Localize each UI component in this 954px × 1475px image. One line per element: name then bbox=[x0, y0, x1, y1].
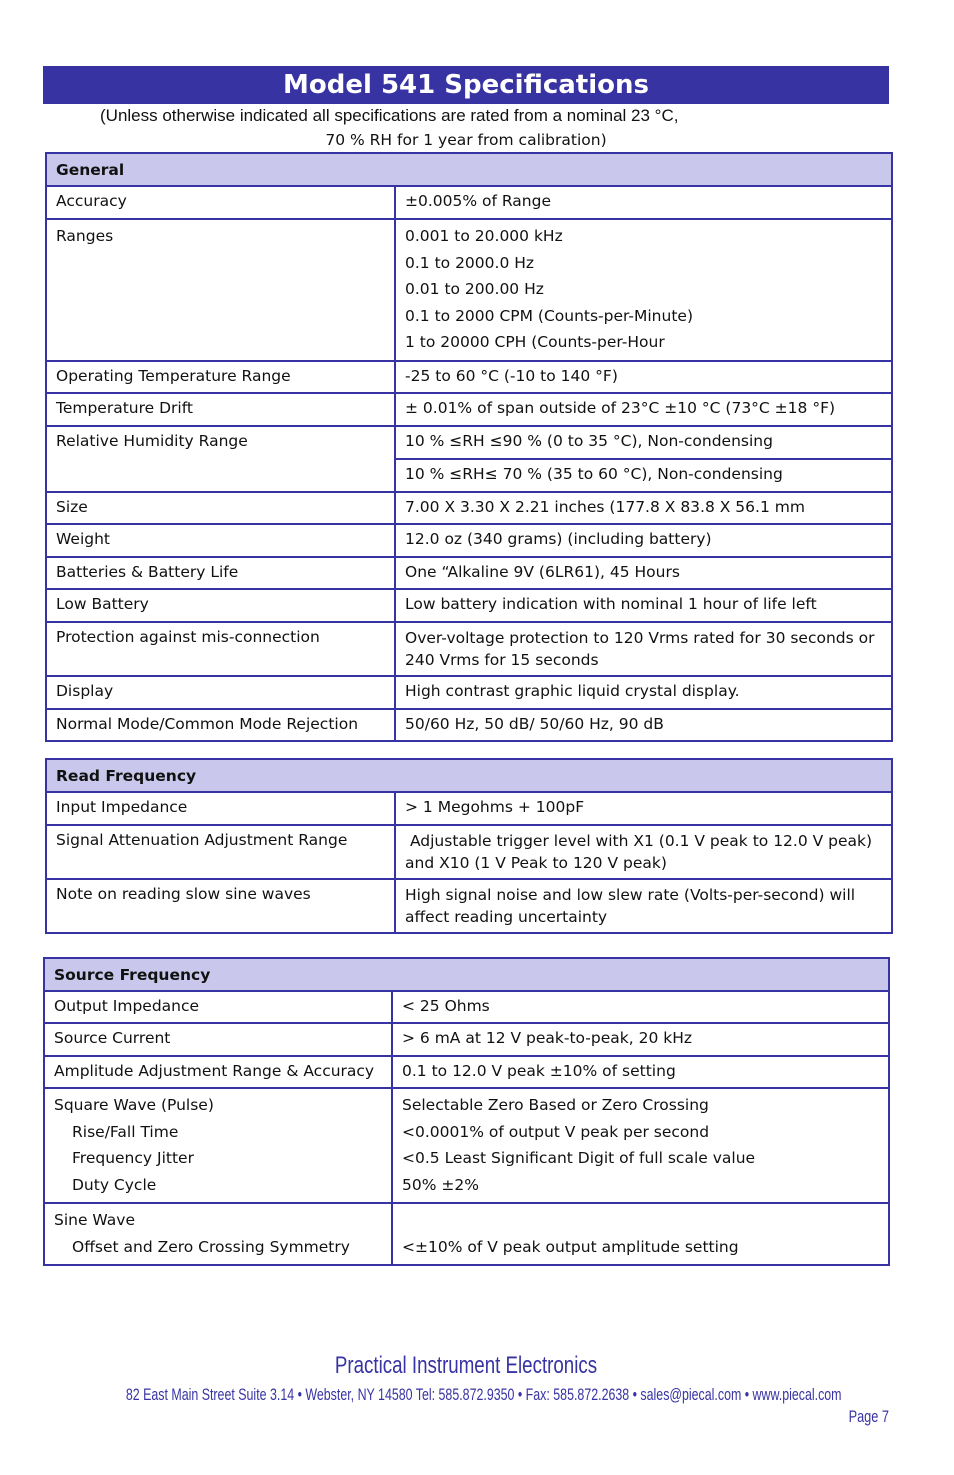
section-header-general: General bbox=[46, 153, 892, 186]
spec-label: Low Battery bbox=[46, 589, 395, 622]
table-row bbox=[46, 492, 892, 524]
spec-value: Adjustable trigger level with X1 (0.1 V peak to 12.0 V peak) and X10 (1 V Peak to 120 V peak) bbox=[395, 825, 892, 879]
table-row bbox=[46, 589, 892, 622]
table-row bbox=[46, 622, 892, 676]
spec-label: Relative Humidity Range bbox=[46, 426, 395, 492]
spec-label: Normal Mode/Common Mode Rejection bbox=[46, 709, 395, 741]
spec-label: Source Current bbox=[44, 1023, 392, 1056]
spec-label: Size bbox=[46, 492, 395, 524]
spec-value: 0.1 to 12.0 V peak ±10% of setting bbox=[392, 1056, 889, 1088]
table-row bbox=[44, 1203, 889, 1265]
table-row bbox=[46, 557, 892, 589]
general-spec-table bbox=[45, 152, 893, 742]
spec-label: Temperature Drift bbox=[46, 393, 395, 426]
spec-value: < 25 Ohms bbox=[392, 991, 889, 1023]
spec-label: Note on reading slow sine waves bbox=[46, 879, 395, 933]
spec-label: Protection against mis-connection bbox=[46, 622, 395, 676]
table-row bbox=[46, 792, 892, 825]
spec-label: Ranges bbox=[46, 219, 395, 361]
spec-label: Operating Temperature Range bbox=[46, 361, 395, 393]
spec-label: Display bbox=[46, 676, 395, 709]
spec-value: One “Alkaline 9V (6LR61), 45 Hours bbox=[395, 557, 892, 589]
spec-value-list bbox=[395, 219, 892, 361]
source-frequency-spec-table bbox=[43, 957, 890, 1266]
table-row bbox=[44, 1056, 889, 1088]
spec-label: Offset and Zero Crossing Symmetry bbox=[72, 1237, 350, 1256]
table-row bbox=[44, 1023, 889, 1056]
spec-value: High signal noise and low slew rate (Volts-per-second) will affect reading uncertainty bbox=[395, 879, 892, 933]
spec-value-group bbox=[392, 1088, 889, 1203]
table-row bbox=[46, 186, 892, 219]
range-item: 0.01 to 200.00 Hz bbox=[405, 280, 544, 298]
table-row bbox=[46, 426, 892, 459]
spec-value-group bbox=[392, 1203, 889, 1265]
spec-value: Low battery indication with nominal 1 hour of life left bbox=[395, 589, 892, 622]
range-item: 1 to 20000 CPH (Counts-per-Hour bbox=[405, 333, 665, 351]
table-row bbox=[46, 524, 892, 557]
table-row bbox=[46, 393, 892, 426]
spec-value: 10 % ≤RH ≤90 % (0 to 35 °C), Non-condensing bbox=[395, 426, 892, 459]
conditions-note-line2: 70 % RH for 1 year from calibration) bbox=[325, 131, 607, 149]
table-row bbox=[46, 676, 892, 709]
spec-value: 7.00 X 3.30 X 2.21 inches (177.8 X 83.8 X 56.1 mm bbox=[395, 492, 892, 524]
spec-label: Rise/Fall Time bbox=[72, 1122, 179, 1141]
spec-value: Selectable Zero Based or Zero Crossing bbox=[402, 1096, 709, 1114]
spec-value: Over-voltage protection to 120 Vrms rated for 30 seconds or 240 Vrms for 15 seconds bbox=[395, 622, 892, 676]
spec-label: Frequency Jitter bbox=[72, 1149, 194, 1167]
read-frequency-spec-table bbox=[45, 758, 893, 934]
company-name: Practical Instrument Electronics bbox=[334, 1352, 598, 1379]
spec-value: -25 to 60 °C (-10 to 140 °F) bbox=[395, 361, 892, 393]
spec-label-group bbox=[44, 1088, 392, 1203]
spec-label: Batteries & Battery Life bbox=[46, 557, 395, 589]
spec-value: 50% ±2% bbox=[402, 1175, 479, 1194]
range-item: 0.1 to 2000 CPM (Counts-per-Minute) bbox=[405, 306, 693, 325]
range-item: 0.001 to 20.000 kHz bbox=[405, 227, 563, 245]
company-address: 82 East Main Street Suite 3.14 • Webster, NY 14580 Tel: 585.872.9350 • Fax: 585.872.2638 • sales@piecal.com • www.piecal.com bbox=[125, 1385, 842, 1404]
spec-value: 50/60 Hz, 50 dB/ 50/60 Hz, 90 dB bbox=[395, 709, 892, 741]
page-number: Page 7 bbox=[848, 1407, 889, 1426]
section-header-source-frequency: Source Frequency bbox=[44, 958, 889, 991]
section-header-read-frequency: Read Frequency bbox=[46, 759, 892, 792]
spec-value: High contrast graphic liquid crystal display. bbox=[395, 676, 892, 709]
spec-label: Signal Attenuation Adjustment Range bbox=[46, 825, 395, 879]
table-row bbox=[46, 709, 892, 741]
spec-label-group bbox=[44, 1203, 392, 1265]
spec-value: > 6 mA at 12 V peak-to-peak, 20 kHz bbox=[392, 1023, 889, 1056]
spec-value: ±0.005% of Range bbox=[395, 186, 892, 219]
table-row bbox=[46, 219, 892, 361]
spec-label: Duty Cycle bbox=[72, 1175, 157, 1194]
range-item: 0.1 to 2000.0 Hz bbox=[405, 253, 535, 272]
spec-label: Accuracy bbox=[46, 186, 395, 219]
conditions-note-line1: (Unless otherwise indicated all specifications are rated from a nominal 23 °C, bbox=[100, 106, 679, 125]
table-row bbox=[46, 361, 892, 393]
spec-label: Square Wave (Pulse) bbox=[54, 1096, 214, 1114]
spacer-line bbox=[402, 1207, 880, 1234]
spec-label: Weight bbox=[46, 524, 395, 557]
table-row bbox=[44, 1088, 889, 1203]
spec-label: Sine Wave bbox=[54, 1211, 135, 1229]
spec-value: <0.0001% of output V peak per second bbox=[402, 1122, 710, 1141]
spec-value: ± 0.01% of span outside of 23°C ±10 °C (73°C ±18 °F) bbox=[395, 393, 892, 426]
spec-label: Input Impedance bbox=[46, 792, 395, 825]
table-row bbox=[46, 879, 892, 933]
spec-label: Amplitude Adjustment Range & Accuracy bbox=[44, 1056, 392, 1088]
page-title: Model 541 Specifications bbox=[43, 66, 889, 104]
spec-value: > 1 Megohms + 100pF bbox=[395, 792, 892, 825]
spec-value: <±10% of V peak output amplitude setting bbox=[402, 1237, 739, 1256]
table-row bbox=[44, 991, 889, 1023]
spec-value: 12.0 oz (340 grams) (including battery) bbox=[395, 524, 892, 557]
spec-label: Output Impedance bbox=[44, 991, 392, 1023]
table-row bbox=[46, 825, 892, 879]
spec-value: <0.5 Least Significant Digit of full scale value bbox=[402, 1149, 756, 1167]
spec-value: 10 % ≤RH≤ 70 % (35 to 60 °C), Non-condensing bbox=[395, 459, 892, 492]
